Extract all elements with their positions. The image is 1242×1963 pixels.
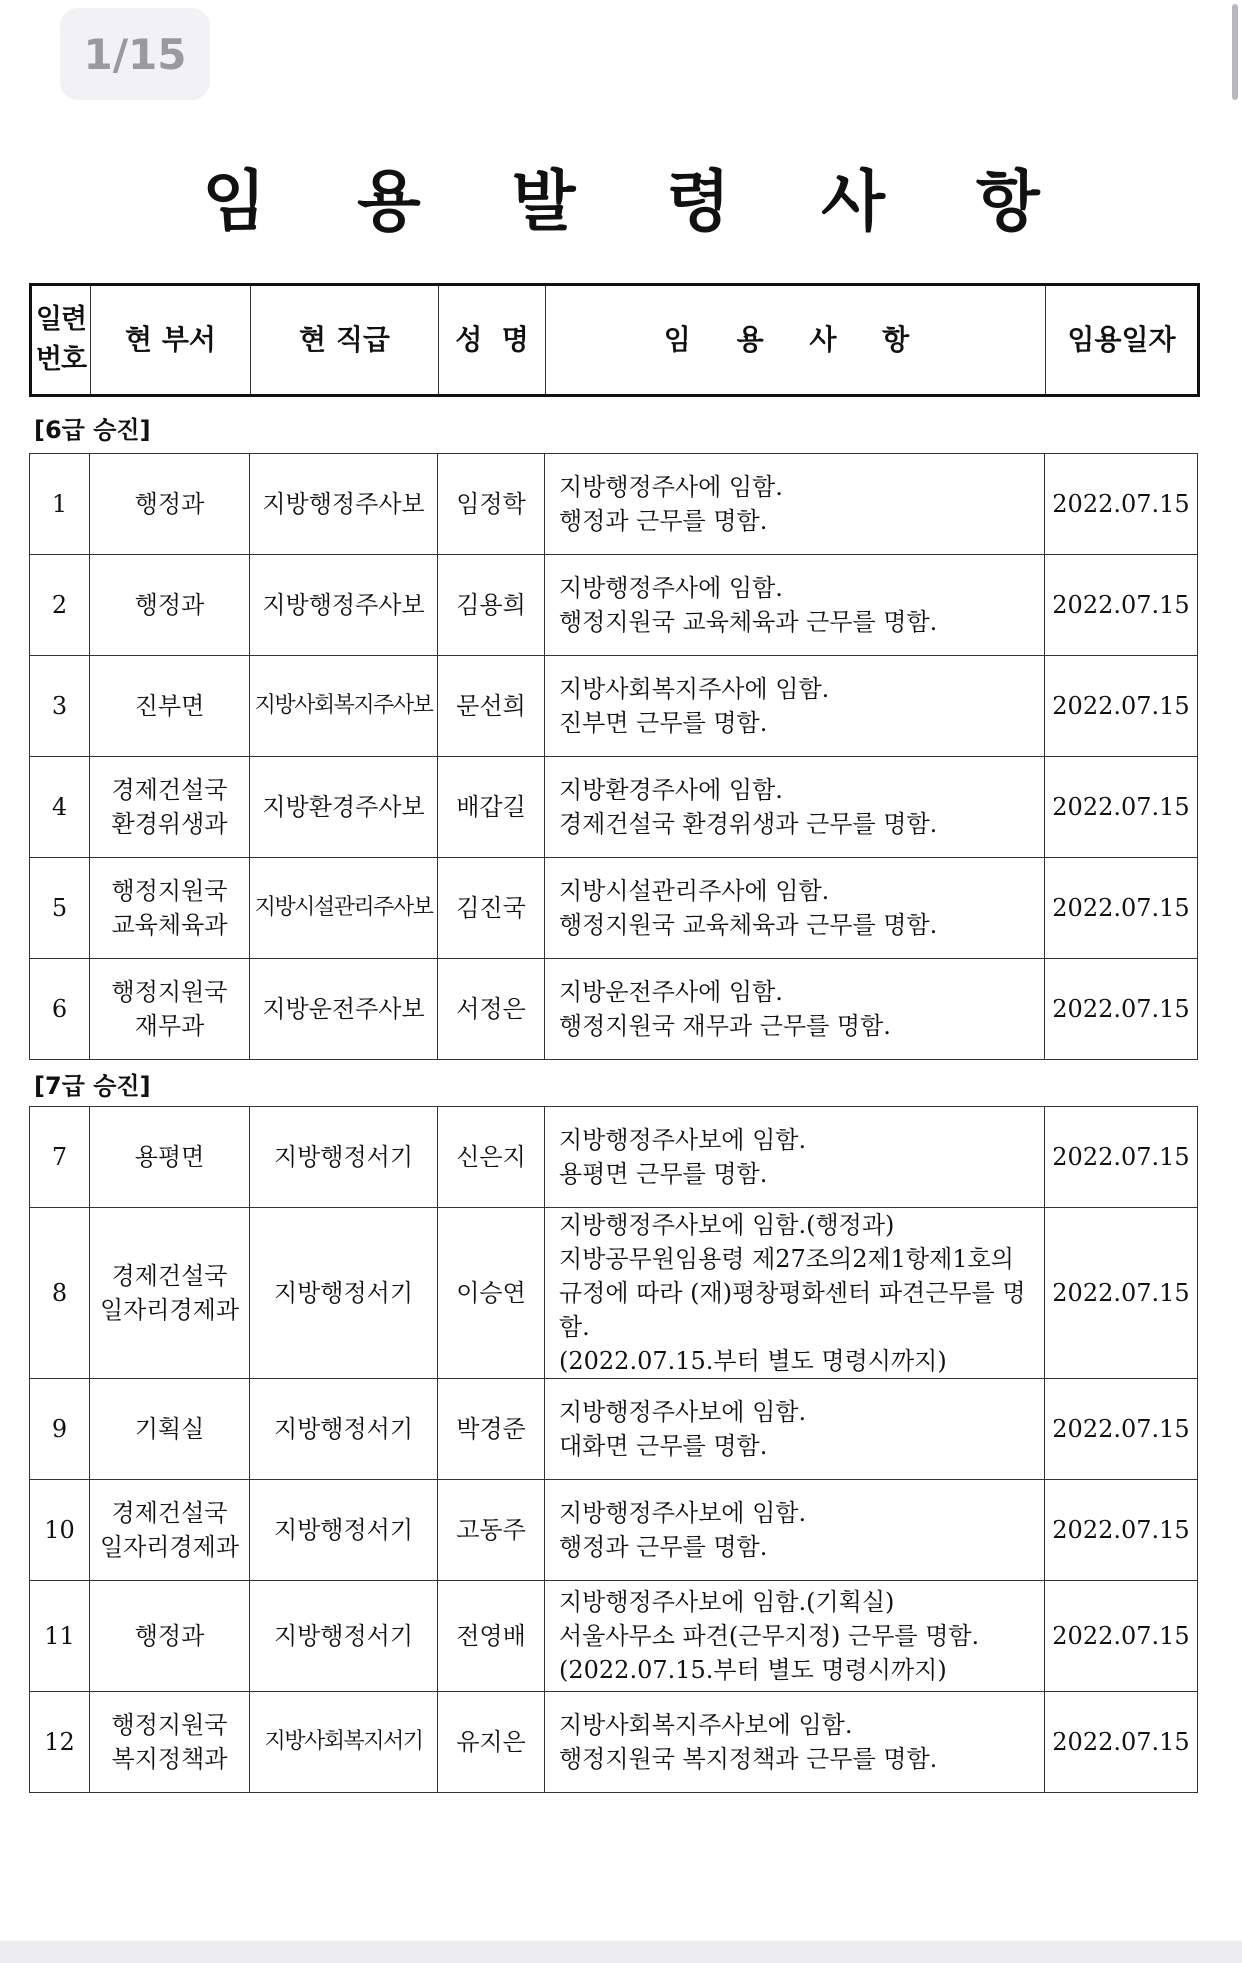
row-appointment-details: 지방사회복지주사보에 임함. 행정지원국 복지정책과 근무를 명함. — [545, 1692, 1045, 1793]
bottom-bar — [0, 1941, 1242, 1963]
row-appointment-details: 지방행정주사보에 임함. 대화면 근무를 명함. — [545, 1379, 1045, 1480]
row-grade: 지방행정서기 — [250, 1107, 438, 1208]
row-number: 6 — [30, 959, 90, 1060]
row-department: 용평면 — [90, 1107, 250, 1208]
row-appointment-date: 2022.07.15 — [1045, 757, 1198, 858]
row-name: 서정은 — [438, 959, 545, 1060]
section-label-grade6: [6급 승진] — [34, 416, 151, 444]
row-number: 11 — [30, 1581, 90, 1692]
row-number: 12 — [30, 1692, 90, 1793]
row-grade: 지방행정서기 — [250, 1379, 438, 1480]
row-name: 임정학 — [438, 454, 545, 555]
row-appointment-date: 2022.07.15 — [1045, 858, 1198, 959]
table-row — [30, 1692, 1198, 1793]
row-name: 배갑길 — [438, 757, 545, 858]
row-department: 경제건설국 일자리경제과 — [90, 1480, 250, 1581]
row-appointment-date: 2022.07.15 — [1045, 1692, 1198, 1793]
row-name: 김진국 — [438, 858, 545, 959]
row-number: 4 — [30, 757, 90, 858]
header-date: 임용일자 — [1046, 285, 1199, 396]
row-name: 신은지 — [438, 1107, 545, 1208]
table-row — [30, 1480, 1198, 1581]
row-name: 유지은 — [438, 1692, 545, 1793]
row-department: 행정과 — [90, 454, 250, 555]
row-grade: 지방운전주사보 — [250, 959, 438, 1060]
row-grade: 지방사회복지주사보 — [250, 656, 438, 757]
header-table — [29, 283, 1200, 397]
row-name: 문선희 — [438, 656, 545, 757]
row-number: 9 — [30, 1379, 90, 1480]
table-row — [30, 1581, 1198, 1692]
row-appointment-details: 지방행정주사보에 임함.(행정과) 지방공무원임용령 제27조의2제1항제1호의 규정에 따라 (재)평창평화센터 파견근무를 명함. (2022.07.15.부터 별도 명령시까지) — [545, 1208, 1045, 1379]
row-number: 2 — [30, 555, 90, 656]
table-row — [30, 454, 1198, 555]
scrollbar-thumb[interactable] — [1232, 4, 1238, 100]
header-row — [31, 285, 1199, 396]
table-row — [30, 1107, 1198, 1208]
row-name: 김용희 — [438, 555, 545, 656]
row-department: 행정지원국 교육체육과 — [90, 858, 250, 959]
row-department: 경제건설국 일자리경제과 — [90, 1208, 250, 1379]
document-title: 임 용 발 령 사 항 — [202, 163, 1074, 240]
row-grade: 지방행정서기 — [250, 1581, 438, 1692]
page-indicator: 1/15 — [60, 8, 210, 100]
row-appointment-date: 2022.07.15 — [1045, 555, 1198, 656]
row-appointment-details: 지방행정주사보에 임함.(기획실) 서울사무소 파견(근무지정) 근무를 명함. (2022.07.15.부터 별도 명령시까지) — [545, 1581, 1045, 1692]
table-row — [30, 555, 1198, 656]
grade6-table — [29, 453, 1198, 1060]
row-number: 10 — [30, 1480, 90, 1581]
row-number: 7 — [30, 1107, 90, 1208]
row-grade: 지방행정서기 — [250, 1208, 438, 1379]
row-grade: 지방행정주사보 — [250, 454, 438, 555]
grade7-table — [29, 1106, 1198, 1793]
header-appointment: 임 용 사 항 — [546, 285, 1046, 396]
row-appointment-details: 지방행정주사에 임함. 행정지원국 교육체육과 근무를 명함. — [545, 555, 1045, 656]
row-appointment-details: 지방환경주사에 임함. 경제건설국 환경위생과 근무를 명함. — [545, 757, 1045, 858]
row-number: 5 — [30, 858, 90, 959]
row-number: 8 — [30, 1208, 90, 1379]
row-appointment-details: 지방시설관리주사에 임함. 행정지원국 교육체육과 근무를 명함. — [545, 858, 1045, 959]
row-name: 박경준 — [438, 1379, 545, 1480]
table-row — [30, 1379, 1198, 1480]
row-department: 행정과 — [90, 1581, 250, 1692]
row-department: 행정지원국 재무과 — [90, 959, 250, 1060]
header-serial: 일련 번호 — [31, 285, 91, 396]
section-label-grade7: [7급 승진] — [34, 1072, 151, 1100]
row-name: 고동주 — [438, 1480, 545, 1581]
table-row — [30, 1208, 1198, 1379]
row-department: 행정지원국 복지정책과 — [90, 1692, 250, 1793]
row-department: 행정과 — [90, 555, 250, 656]
row-appointment-date: 2022.07.15 — [1045, 1379, 1198, 1480]
row-number: 3 — [30, 656, 90, 757]
table-row — [30, 757, 1198, 858]
row-appointment-date: 2022.07.15 — [1045, 1107, 1198, 1208]
header-current-dept: 현 부서 — [91, 285, 251, 396]
row-appointment-details: 지방행정주사보에 임함. 용평면 근무를 명함. — [545, 1107, 1045, 1208]
row-grade: 지방사회복지서기 — [250, 1692, 438, 1793]
row-department: 기획실 — [90, 1379, 250, 1480]
row-appointment-details: 지방운전주사에 임함. 행정지원국 재무과 근무를 명함. — [545, 959, 1045, 1060]
scrollbar[interactable] — [1226, 0, 1242, 110]
row-appointment-date: 2022.07.15 — [1045, 959, 1198, 1060]
row-appointment-details: 지방행정주사보에 임함. 행정과 근무를 명함. — [545, 1480, 1045, 1581]
row-appointment-details: 지방사회복지주사에 임함. 진부면 근무를 명함. — [545, 656, 1045, 757]
row-appointment-date: 2022.07.15 — [1045, 454, 1198, 555]
table-row — [30, 656, 1198, 757]
row-appointment-date: 2022.07.15 — [1045, 1208, 1198, 1379]
row-number: 1 — [30, 454, 90, 555]
row-appointment-details: 지방행정주사에 임함. 행정과 근무를 명함. — [545, 454, 1045, 555]
table-row — [30, 858, 1198, 959]
row-name: 전영배 — [438, 1581, 545, 1692]
header-current-grade: 현 직급 — [251, 285, 439, 396]
row-grade: 지방환경주사보 — [250, 757, 438, 858]
header-name: 성 명 — [439, 285, 546, 396]
row-appointment-date: 2022.07.15 — [1045, 1480, 1198, 1581]
row-appointment-date: 2022.07.15 — [1045, 1581, 1198, 1692]
row-grade: 지방행정주사보 — [250, 555, 438, 656]
table-row — [30, 959, 1198, 1060]
row-department: 진부면 — [90, 656, 250, 757]
row-name: 이승연 — [438, 1208, 545, 1379]
row-appointment-date: 2022.07.15 — [1045, 656, 1198, 757]
row-grade: 지방행정서기 — [250, 1480, 438, 1581]
row-grade: 지방시설관리주사보 — [250, 858, 438, 959]
row-department: 경제건설국 환경위생과 — [90, 757, 250, 858]
